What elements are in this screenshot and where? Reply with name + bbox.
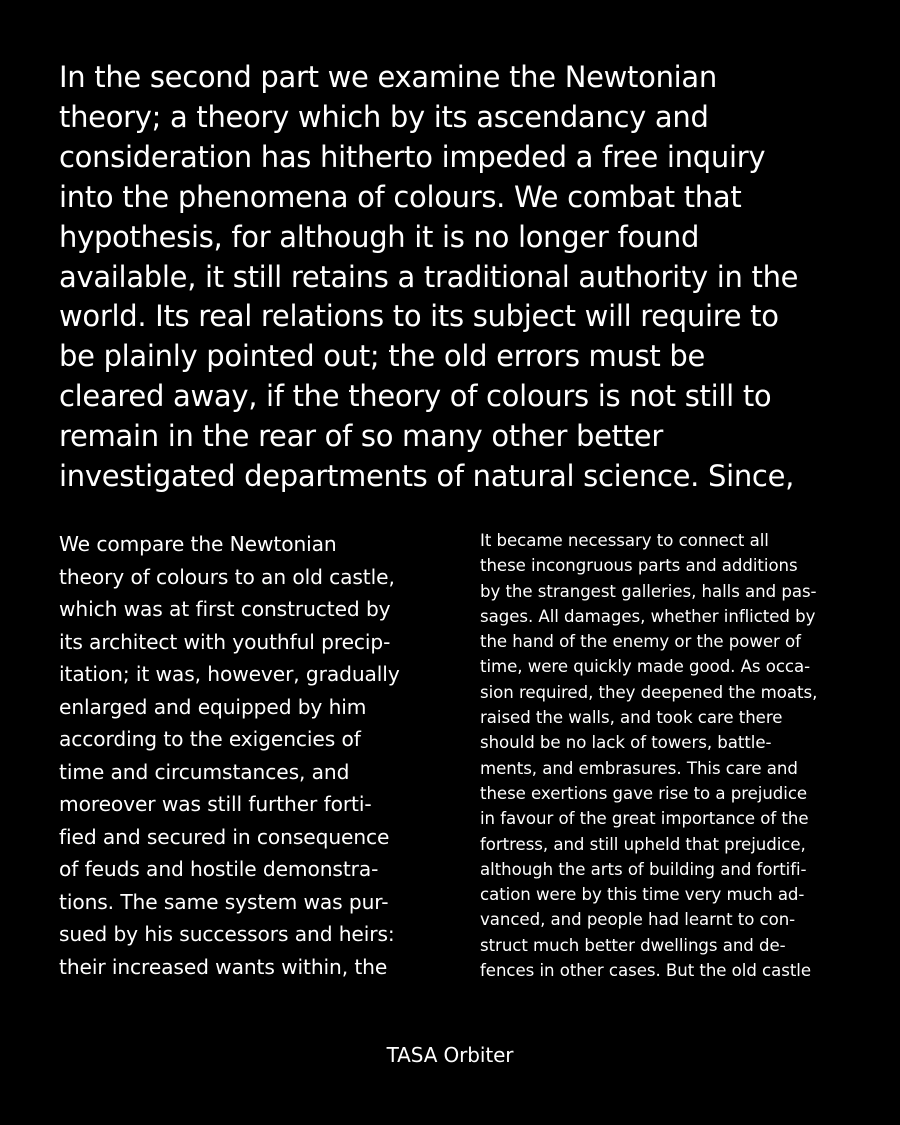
lead-line: In the second part we examine the Newtonian <box>59 60 717 94</box>
footer-font-name: TASA Orbiter <box>386 1043 514 1067</box>
right-column-line: these exertions gave rise to a prejudice <box>480 783 808 803</box>
lead-line: available, it still retains a traditional authority in the <box>59 259 799 294</box>
right-column-line: ments, and embrasures. This care and <box>480 758 798 778</box>
left-column-line: according to the exigencies of <box>59 727 361 751</box>
lead-line: be plainly pointed out; the old errors must be <box>59 339 706 374</box>
lead-paragraph <box>59 58 859 497</box>
right-column-line: although the arts of building and fortifi- <box>480 859 807 879</box>
lead-line: cleared away, if the theory of colours is not still to <box>59 379 772 414</box>
lead-line: remain in the rear of so many other better <box>59 419 663 454</box>
left-column-line: sued by his successors and heirs: <box>59 922 395 946</box>
right-column-line: in favour of the great importance of the <box>480 809 809 829</box>
lead-line: into the phenomena of colours. We combat that <box>59 179 742 214</box>
right-column-line: cation were by this time very much ad- <box>480 885 805 905</box>
right-column-line: the hand of the enemy or the power of <box>480 632 801 652</box>
right-column-line: sion required, they deepened the moats, <box>480 682 818 702</box>
lead-line: investigated departments of natural science. Since, <box>59 459 795 494</box>
left-column-line: moreover was still further forti- <box>59 792 372 816</box>
right-column-line: raised the walls, and took care there <box>480 708 783 728</box>
left-column-line: itation; it was, however, gradually <box>59 662 400 686</box>
right-column-line: should be no lack of towers, battle- <box>480 733 772 753</box>
right-column-line: fortress, and still upheld that prejudice, <box>480 834 806 854</box>
right-column-line: these incongruous parts and additions <box>480 556 798 576</box>
left-column-line: fied and secured in consequence <box>59 824 390 849</box>
left-column-line: We compare the Newtonian <box>59 532 337 556</box>
right-column-text <box>480 528 880 983</box>
right-column-line: fences in other cases. But the old castle <box>480 961 812 981</box>
right-column-line: sages. All damages, whether inflicted by <box>480 606 816 626</box>
left-column-line: tions. The same system was pur- <box>59 889 389 914</box>
lead-line: theory; a theory which by its ascendancy and <box>59 99 709 134</box>
left-column-line: enlarged and equipped by him <box>59 694 367 719</box>
left-column-line: their increased wants within, the <box>59 954 388 979</box>
lead-line: hypothesis, for although it is no longer found <box>59 219 700 254</box>
left-column-line: time and circumstances, and <box>59 759 350 784</box>
left-column-line: its architect with youthful precip- <box>59 629 391 654</box>
lead-line: world. Its real relations to its subject will require to <box>59 299 779 334</box>
left-column-line: theory of colours to an old castle, <box>59 564 395 589</box>
right-column-line: It became necessary to connect all <box>480 531 769 550</box>
left-column-line: of feuds and hostile demonstra- <box>59 857 379 881</box>
lead-line: consideration has hitherto impeded a free inquiry <box>59 139 766 174</box>
right-column-line: time, were quickly made good. As occa- <box>480 657 811 677</box>
right-column-line: vanced, and people had learnt to con- <box>480 910 796 930</box>
right-column-line: struct much better dwellings and de- <box>480 935 786 955</box>
right-column-line: by the strangest galleries, halls and pas- <box>480 581 817 601</box>
left-column-line: which was at first constructed by <box>59 597 391 621</box>
left-column-text <box>59 528 459 983</box>
